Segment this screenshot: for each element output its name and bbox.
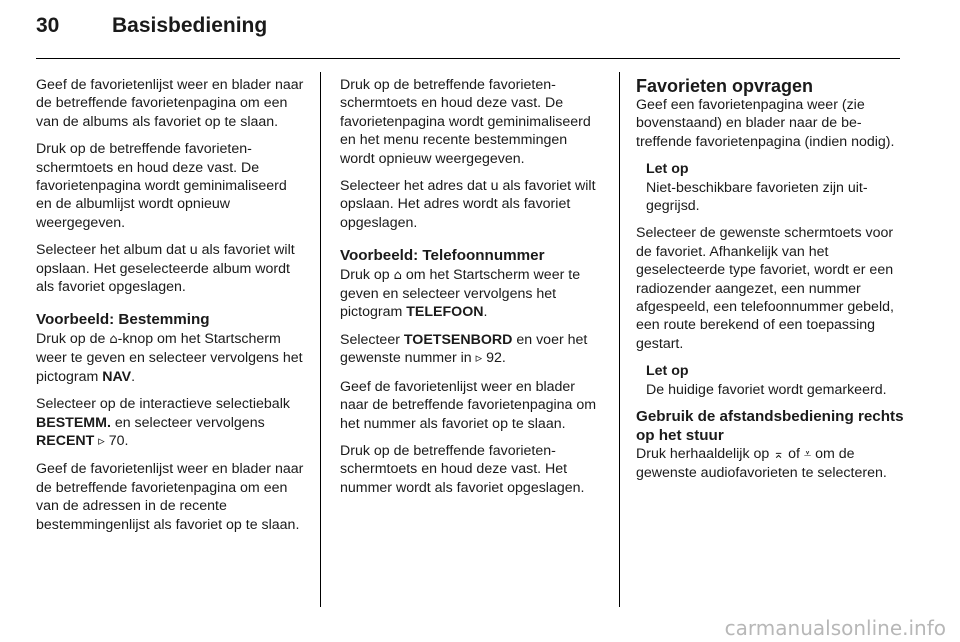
home-icon: ⌂ [109,331,118,347]
paragraph: Druk op de betreffende favorietenschermtoets en houd deze vast. Het nummer wordt als favoriet opgeslagen. [340,442,585,496]
paragraph: Selecteer het album dat u als favoriet wilt opslaan. Het geselecteerde album wordt als favoriet opgeslagen. [36,242,295,296]
up-favorite-icon: ⌅ [773,446,785,462]
section-heading: Voorbeeld: Telefoonnummer [340,247,545,265]
paragraph: Druk op de ⌂-knop om het Startscherm weer te geven en selecteer vervolgens het pictogram NAV. [36,330,303,385]
section-heading: Voorbeeld: Bestemming [36,311,210,329]
note-heading: Let op [646,363,689,380]
paragraph: Selecteer de gewenste schermtoets voor de favoriet. Afhankelijk van het geselecteerde type favoriet, wordt er een radiozender aangezet, een nummer afgespeeld, een telefoonnummer gebeld, een route berekend of een toepassing gestart. [636,225,894,352]
column-divider-2 [619,72,620,607]
paragraph: Druk op de betreffende favorietenschermtoets en houd deze vast. De favorietenpagina wordt geminimaliseerd en het menu recente bestemmingen wordt opnieuw weergegeven. [340,77,591,167]
page-header [36,14,267,50]
page-number: 30 [36,14,60,37]
column-divider-1 [320,72,321,607]
paragraph: Geef een favorietenpagina weer (zie bovenstaand) en blader naar de betreffende favorietenpagina (indien nodig). [636,97,895,150]
note-box [646,362,906,399]
paragraph: Druk op de betreffende favorietenschermtoets en houd deze vast. De favorietenpagina wordt geminimaliseerd en de albumlijst wordt opnieuw weergegeven. [36,141,287,231]
watermark: carmanualsonline.info [724,616,946,640]
note-text: De huidige favoriet wordt gemarkeerd. [646,381,887,398]
paragraph: Druk herhaaldelijk op ⌅ of ⩡ om de gewenste audiofavorieten te selecteren. [636,445,887,482]
paragraph: Geef de favorietenlijst weer en blader naar de betreffende favorietenpagina om een van de albums als favoriet op te slaan. [36,77,304,130]
paragraph: Selecteer het adres dat u als favoriet wilt opslaan. Het adres wordt als favoriet opgeslagen. [340,178,596,231]
column-1 [36,76,306,543]
note-text: Niet-beschikbare favorieten zijn uitgegrijsd. [646,179,868,215]
page-reference-icon: ▹ [475,351,483,367]
section-heading: Favorieten opvragen [636,76,814,96]
column-3 [636,76,906,492]
down-favorite-icon: ⩡ [803,446,812,462]
note-box [646,160,906,215]
note-heading: Let op [646,161,689,178]
page-reference-icon: ▹ [98,433,105,449]
paragraph: Geef de favorietenlijst weer en blader naar de betreffende favorietenpagina om een van de adressen in de recente bestemmingenlijst als favoriet op te slaan. [36,461,304,533]
paragraph: Druk op ⌂ om het Startscherm weer te geven en selecteer vervolgens het pictogram TELEFOON. [340,266,581,321]
page-title: Basisbediening [112,14,268,37]
paragraph: Selecteer op de interactieve selectiebalk BESTEMM. en selecteer vervolgens RECENT ▹ 70. [36,396,290,449]
home-icon: ⌂ [393,267,402,283]
header-rule [36,58,900,59]
section-heading: Gebruik de afstandsbediening rechts op het stuur [636,408,904,444]
paragraph: Geef de favorietenlijst weer en blader naar de betreffende favorietenpagina om het nummer als favoriet op te slaan. [340,378,597,432]
paragraph: Selecteer TOETSENBORD en voer het gewenste nummer in ▹ 92. [340,331,588,367]
column-2 [340,76,604,506]
